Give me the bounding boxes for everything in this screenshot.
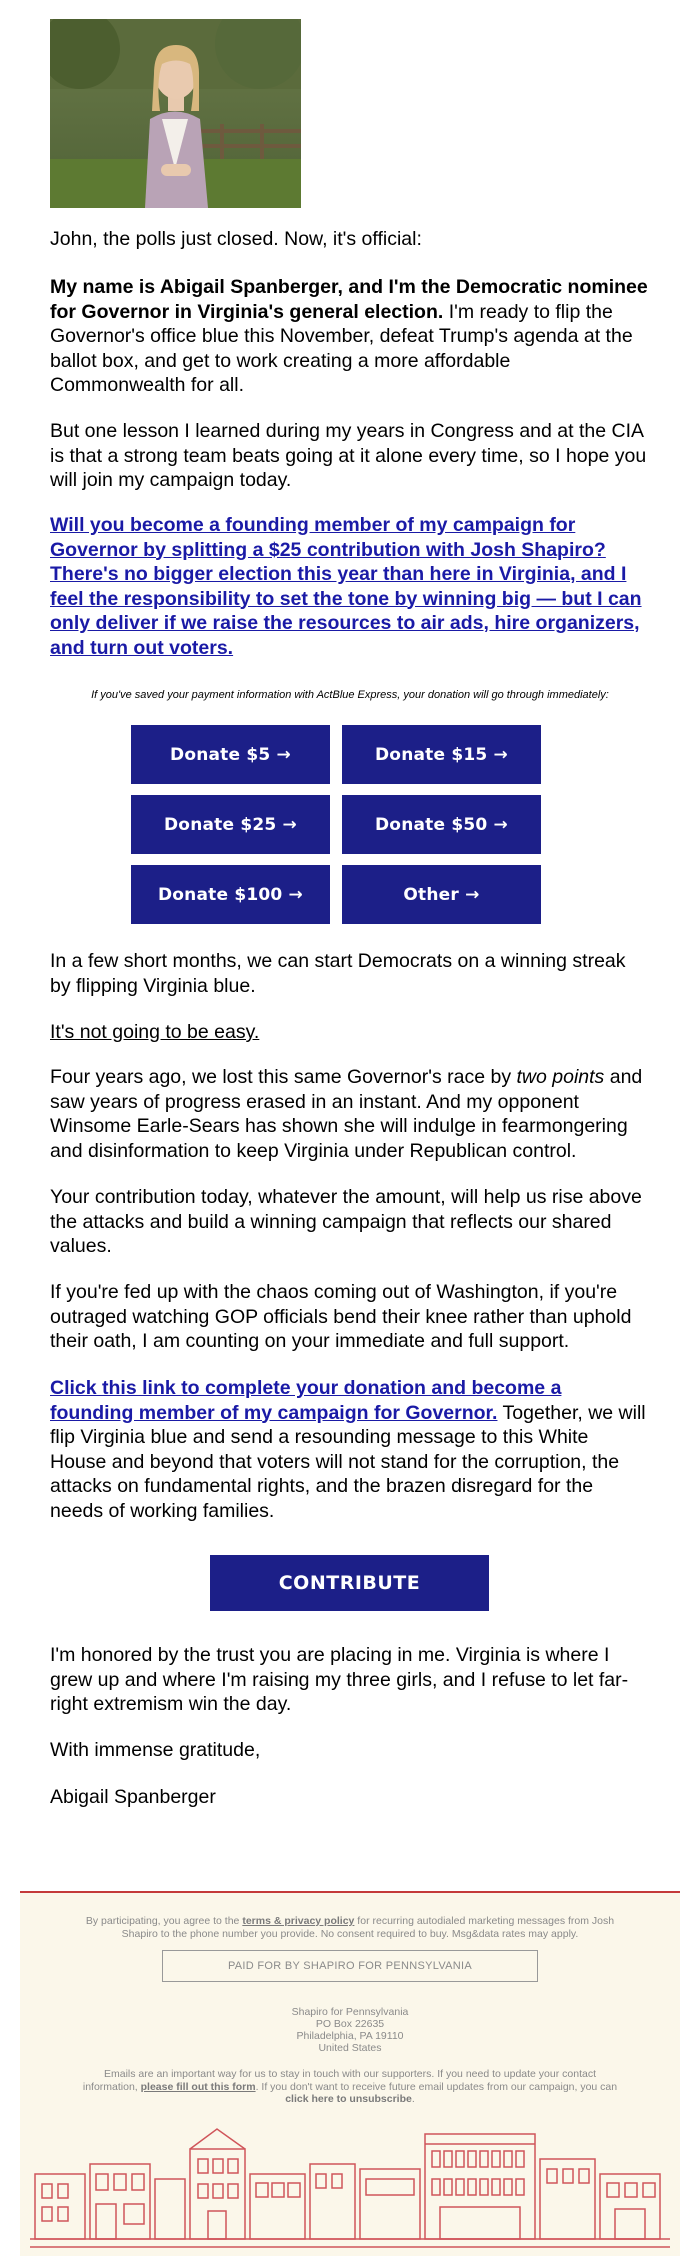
update-form-link[interactable]: please fill out this form: [140, 2080, 256, 2093]
donate-other-button[interactable]: Other →: [342, 865, 541, 924]
click-paragraph: [50, 1376, 650, 1523]
consent-b: for recurring autodialed marketing messages from Josh Shapiro to the phone number you provide. No consent required to buy. Msg&data rates may apply.: [121, 1915, 615, 1940]
signature: Abigail Spanberger: [50, 1786, 216, 1808]
unsubscribe-link[interactable]: click here to unsubscribe: [285, 2093, 412, 2105]
four-years-a: Four years ago, we lost this same Governor's race by: [50, 1066, 517, 1088]
emails-b: . If you don't want to receive future email updates from our campaign, you can: [255, 2080, 618, 2093]
emails-c: .: [411, 2093, 415, 2105]
donate-15-button[interactable]: Donate $15 →: [342, 725, 541, 784]
ask-paragraph: [50, 513, 650, 660]
donate-25-button[interactable]: Donate $25 →: [131, 795, 330, 854]
honored-paragraph: I'm honored by the trust you are placing in me. Virginia is where I grew up and where I'm raising my three girls, and I refuse to let far-right extremism win the day.: [50, 1644, 629, 1715]
four-years-paragraph: [50, 1065, 650, 1163]
intro-rest: I'm ready to flip the Governor's office blue this November, defeat Trump's agenda at the ballot box, and get to work creating a more affordable Commonwealth for all.: [50, 300, 633, 396]
emails-text: [80, 2068, 620, 2106]
two-points: two points: [516, 1066, 605, 1088]
contribute-button[interactable]: CONTRIBUTE: [210, 1555, 489, 1611]
terms-privacy-link[interactable]: terms & privacy policy: [242, 1915, 355, 1927]
streak-paragraph: In a few short months, we can start Democrats on a winning streak by flipping Virginia blue.: [50, 950, 626, 997]
contribution-paragraph: Your contribution today, whatever the amount, will help us rise above the attacks and build a winning campaign that reflects our shared values.: [50, 1186, 642, 1257]
donate-100-button[interactable]: Donate $100 →: [131, 865, 330, 924]
address-line-3: Philadelphia, PA 19110: [296, 2030, 404, 2042]
consent-a: By participating, you agree to the: [85, 1915, 243, 1927]
complete-donation-link[interactable]: Click this link to complete your donation and become a founding member of my campaign for Governor.: [50, 1377, 562, 1424]
paid-for-box: PAID FOR BY SHAPIRO FOR PENNSYLVANIA: [162, 1950, 538, 1982]
candidate-photo: [50, 19, 301, 208]
address-line-2: PO Box 22635: [315, 2018, 385, 2030]
intro-paragraph: [50, 275, 650, 398]
intro-bold: My name is Abigail Spanberger, and I'm the Democratic nominee for Governor in Virginia's general election.: [50, 276, 648, 323]
donate-50-button[interactable]: Donate $50 →: [342, 795, 541, 854]
actblue-note: If you've saved your payment information with ActBlue Express, your donation will go through immediately:: [91, 689, 609, 701]
footer: [20, 1891, 680, 2256]
gratitude-line: With immense gratitude,: [50, 1739, 261, 1761]
donate-5-button[interactable]: Donate $5 →: [131, 725, 330, 784]
donation-ask-link[interactable]: Will you become a founding member of my campaign for Governor by splitting a $25 contribution with Josh Shapiro? There's no bigger election this year than here in Virginia, and I feel the responsibility to set the tone by winning big — but I can only deliver if we raise the resources to air ads, hire organizers, and turn out voters.: [50, 514, 642, 659]
fed-up-paragraph: If you're fed up with the chaos coming out of Washington, if you're outraged watching GOP officials bend their knee rather than uphold their oath, I am counting on your immediate and full support.: [50, 1281, 632, 1352]
address-line-4: United States: [318, 2042, 382, 2054]
not-easy-line: It's not going to be easy.: [50, 1021, 260, 1043]
click-rest: Together, we will flip Virginia blue and send a resounding message to this White House and beyond that voters will not stand for the corruption, the attacks on fundamental rights, and the brazen disregard for the needs of working families.: [50, 1401, 646, 1522]
lesson-paragraph: But one lesson I learned during my years in Congress and at the CIA is that a strong team beats going at it alone every time, so I hope you will join my campaign today.: [50, 420, 647, 491]
emails-a: Emails are an important way for us to stay in touch with our supporters. If you need to update your contact information,: [82, 2068, 596, 2093]
address-line-1: Shapiro for Pennsylvania: [291, 2006, 409, 2018]
greeting: John, the polls just closed. Now, it's official:: [50, 228, 422, 250]
consent-text: [80, 1915, 620, 1940]
town-skyline-illustration: [30, 2119, 670, 2256]
four-years-b: and saw years of progress erased in an instant. And my opponent Winsome Earle-Sears has shown she will indulge in fearmongering and disinformation to keep Virginia under Republican control.: [50, 1066, 643, 1162]
